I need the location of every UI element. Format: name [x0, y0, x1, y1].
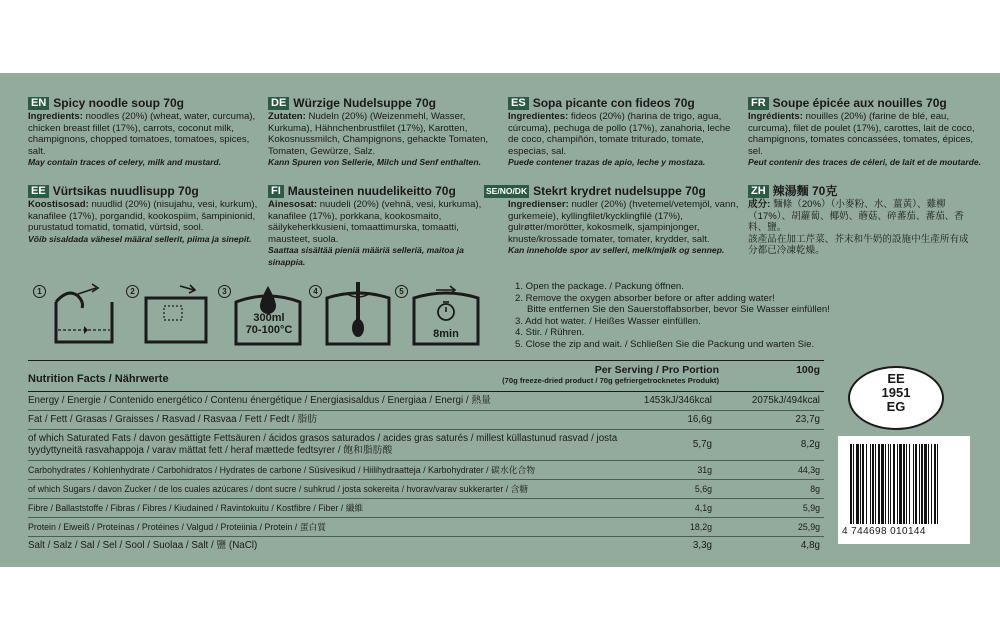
stamp-region: EG — [886, 399, 906, 414]
per-100g-value: 2075kJ/494kcal — [751, 395, 820, 406]
ingredients-label: Ingredientes: — [508, 111, 569, 122]
per-100g-value: 23,7g — [795, 414, 820, 425]
ingredients-label: Ingredients: — [28, 111, 83, 122]
per-100g-value: 8,2g — [800, 439, 820, 450]
nutrition-row-saturated-fat — [28, 430, 824, 461]
instruction-line: Bitte entfernen Sie den Sauerstoffabsorber, bevor Sie Wasser einfüllen! — [527, 304, 830, 315]
allergen-note: Peut contenir des traces de céleri, de lait et de moutarde. — [748, 157, 982, 168]
lang-title: Soupe épicée aux nouilles 70g — [772, 95, 947, 110]
step-number: 4 — [309, 285, 322, 298]
lang-tag: FI — [268, 185, 284, 198]
per-100g-value: 4,8g — [800, 540, 820, 551]
ingredients-text: nuudeli (20%) (vehnä, vesi, kurkuma), kanafilee (17%), porkkana, kookosmaito, säilykeherkkusieni, tomaattimurska, tomaatti, mausteet, suola. — [268, 199, 482, 245]
barcode-number: 4 744698 010144 — [842, 526, 926, 537]
per-serving-value: 5,7g — [692, 439, 712, 450]
per-serving-value: 1453kJ/346kcal — [643, 395, 712, 406]
lang-block-fi — [268, 185, 503, 269]
instruction-line: 5. Close the zip and wait. / Schließen Sie die Packung und warten Sie. — [515, 338, 815, 350]
nutrition-table — [28, 360, 824, 555]
per-serving-value: 3,3g — [692, 540, 712, 551]
ingredients-text: nouilles (20%) (farine de blé, eau, curcuma), filet de poulet (17%), carottes, lait de coco, champignons, tomates concassées, tomates, épices, sel. — [748, 111, 975, 157]
wait-time: 8min — [433, 328, 459, 340]
ingredients-label: Ingrédients: — [748, 111, 803, 122]
ingredients-text: noodles (20%) (wheat, water, curcuma), chicken breast fillet (17%), carrots, coconut milk, champignons, chopped tomatoes, tomatoes, spices, salt. — [28, 111, 256, 157]
lang-title: Mausteinen nuudelikeitto 70g — [287, 183, 456, 198]
lang-block-se-no-dk — [484, 185, 740, 257]
instruction-line: 3. Add hot water. / Heißes Wasser einfüllen. — [515, 315, 701, 327]
ingredients-label: Ainesosat: — [268, 199, 318, 210]
allergen-note: Puede contener trazas de apio, leche y mostaza. — [508, 157, 706, 168]
water-temperature: 70-100°C — [245, 324, 293, 336]
lang-title: Stekrt krydret nudelsuppe 70g — [533, 183, 706, 198]
lang-title: Sopa picante con fideos 70g — [532, 95, 695, 110]
step-number: 5 — [395, 285, 408, 298]
nutrition-row-protein — [28, 518, 824, 537]
remove-absorber-icon — [140, 280, 214, 348]
lang-block-fr — [748, 97, 983, 169]
nutrient-label: of which Sugars / davon Zucker / de los cuales azúcares / dont sucre / suhkrud / josta sokereita / hvorav/varav sukkerarter / 含糖 — [28, 484, 529, 494]
lang-block-en — [28, 97, 263, 169]
lang-block-zh — [748, 185, 976, 257]
stamp-country: EE — [887, 371, 905, 386]
allergen-note: 該產品在加工芹菜、芥末和牛奶的設施中生產所有成分都已冷凍乾燥。 — [748, 233, 969, 257]
nutrient-label: Protein / Eiweiß / Proteínas / Protéines / Valgud / Proteiinia / Protein / 蛋白質 — [28, 522, 327, 532]
lang-tag: FR — [748, 97, 769, 110]
nutrient-label: Energy / Energie / Contenido energético / Contenu énergétique / Energiasisaldus / Energiaa / Energi / 熱量 — [28, 395, 491, 406]
nutrition-row-carbohydrates — [28, 461, 824, 480]
per-serving-note: (70g freeze-dried product / 70g gefriergetrocknetes Produkt) — [502, 376, 719, 385]
ingredients-text: nuudlid (20%) (nisujahu, vesi, kurkum), kanafilee (17%), porgandid, kookospiim, šampinionid, purustatud tomatid, tomatid, vürtsid, sool. — [28, 199, 258, 234]
approval-stamp — [848, 366, 944, 430]
step-number: 2 — [126, 285, 139, 298]
ingredients-text: nudler (20%) (hvetemel/vetemjöl, vann, gurkemeie), kyllingfilet/kycklingfilé (17%), gulrøtter/morötter, kokosmelk, sjampinjonger, knuste/krossade tomater, tomater, krydder, salt. — [508, 199, 739, 245]
step-number: 1 — [33, 285, 46, 298]
ingredients-text: 麵條（20%）（小麥粉、水、薑黃）、雞柳（17%）、胡蘿蔔、椰奶、蘑菇、碎蕃茄、蕃茄、香料、鹽。 — [748, 199, 964, 234]
per-100g-value: 25,9g — [797, 522, 820, 532]
per-100g-value: 8g — [810, 484, 820, 494]
lang-title: Spicy noodle soup 70g — [53, 95, 184, 110]
lang-title: 辣湯麵 70克 — [772, 183, 838, 198]
stir-icon — [323, 280, 393, 348]
allergen-note: May contain traces of celery, milk and mustard. — [28, 157, 222, 168]
instruction-line: 2. Remove the oxygen absorber before or after adding water! — [515, 292, 775, 304]
nutrition-row-sugars — [28, 480, 824, 499]
nutrient-label: of which Saturated Fats / davon gesättigte Fettsäuren / ácidos grasos saturados / acides gras saturés / millest küllastunud rasvad / josta tyydyttyneitä rasvahappoja / varav mättat fett / heraf mættede fedtsyrer / 飽和脂肪酸 — [28, 433, 618, 456]
lang-tag: EN — [28, 97, 49, 110]
lang-tag: SE/NO/DK — [486, 186, 528, 196]
per-100g-value: 44,3g — [797, 465, 820, 475]
instruction-line: 4. Stir. / Rühren. — [515, 327, 585, 338]
per-serving-value: 16,6g — [687, 414, 712, 425]
nutrient-label: Salt / Salz / Sal / Sel / Sool / Suolaa / Salt / 鹽 (NaCl) — [28, 540, 258, 551]
nutrient-label: Carbohydrates / Kohlenhydrate / Carbohidratos / Hydrates de carbone / Süsivesikud / Hiilihydraatteja / Karbohydrater / 碳水化合物 — [28, 465, 536, 475]
barcode-bars — [850, 444, 960, 528]
per-serving-label: Per Serving / Pro Portion — [594, 364, 719, 376]
lang-tag: DE — [268, 97, 289, 110]
per-100g-value: 5,9g — [802, 503, 820, 513]
stamp-number: 1951 — [881, 385, 911, 400]
per-serving-value: 18,2g — [689, 522, 712, 532]
allergen-note: Kan inneholde spor av selleri, melk/mjølk og sennep. — [508, 245, 725, 256]
barcode — [838, 436, 970, 544]
nutrition-row-salt — [28, 537, 824, 555]
lang-tag: EE — [28, 185, 49, 198]
ingredients-text: fideos (20%) (harina de trigo, agua, cúrcuma), pechuga de pollo (17%), zanahoria, leche de coco, champiñón, tomate triturado, tomate, especias, sal. — [508, 111, 731, 157]
ingredients-label: 成分: — [748, 199, 771, 210]
per-serving-header — [502, 364, 719, 385]
ingredients-label: Zutaten: — [268, 111, 306, 122]
lang-title: Vürtsikas nuudlisupp 70g — [52, 183, 199, 198]
nutrition-title: Nutrition Facts / Nährwerte — [28, 373, 169, 385]
lang-title: Würzige Nudelsuppe 70g — [293, 95, 436, 110]
open-package-icon — [48, 280, 118, 348]
lang-block-de — [268, 97, 503, 169]
allergen-note: Saattaa sisältää pieniä määriä selleriä, maitoa ja sinappia. — [268, 245, 464, 267]
per-serving-value: 31g — [697, 465, 712, 475]
ingredients-text: Nudeln (20%) (Weizenmehl, Wasser, Kurkuma), Hähnchenbrustfilet (17%), Karotten, Kokosnussmilch, Champignons, gehackte Tomaten, Tomaten, Gewürze, Salz. — [268, 111, 489, 157]
per-100g-header: 100g — [796, 364, 820, 376]
nutrition-row-fat — [28, 411, 824, 430]
lang-block-ee — [28, 185, 263, 245]
preparation-icons — [30, 280, 490, 350]
nutrition-row-energy — [28, 392, 824, 411]
nutrition-row-fibre — [28, 499, 824, 518]
nutrient-label: Fibre / Ballaststoffe / Fibras / Fibres / Kiudained / Ravintokuitu / Kostfibre / Fiber / 纖維 — [28, 503, 364, 513]
preparation-instructions — [515, 281, 975, 350]
ingredients-label: Ingredienser: — [508, 199, 569, 210]
per-serving-value: 4,1g — [694, 503, 712, 513]
lang-tag: ES — [508, 97, 529, 110]
allergen-note: Võib sisaldada vähesel määral sellerit, piima ja sinepit. — [28, 233, 252, 244]
ingredients-label: Koostisosad: — [28, 199, 89, 210]
step-number: 3 — [218, 285, 231, 298]
nutrition-header — [28, 360, 824, 392]
per-serving-value: 5,6g — [694, 484, 712, 494]
water-volume: 300ml — [253, 312, 285, 324]
instruction-line: 1. Open the package. / Packung öffnen. — [515, 281, 684, 292]
lang-block-es — [508, 97, 743, 169]
allergen-note: Kann Spuren von Sellerie, Milch und Senf enthalten. — [268, 157, 481, 168]
lang-tag: ZH — [748, 185, 769, 198]
nutrient-label: Fat / Fett / Grasas / Graisses / Rasvad / Rasvaa / Fett / Fedt / 脂肪 — [28, 414, 318, 425]
